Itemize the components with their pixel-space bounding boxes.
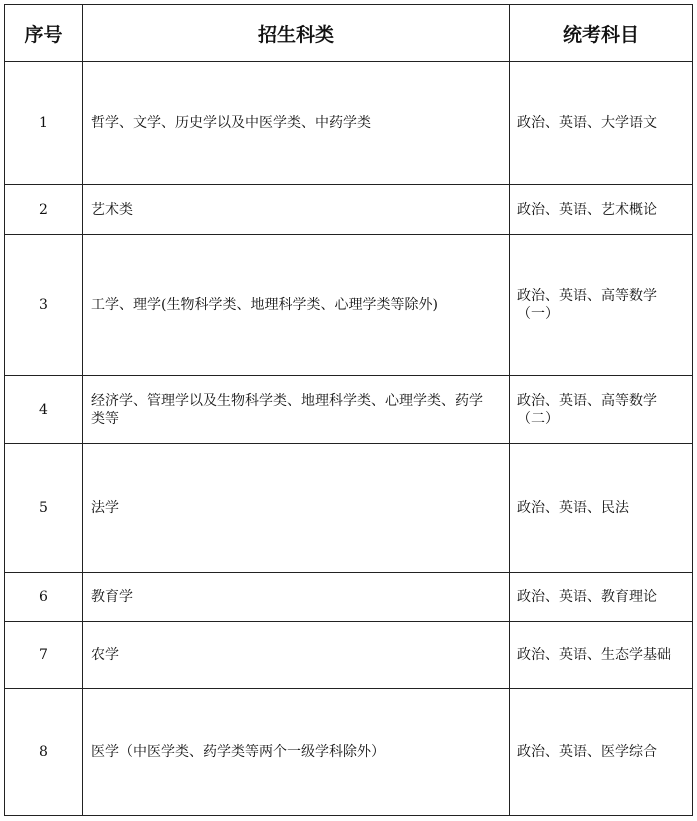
row-category: 医学（中医学类、药学类等两个一级学科除外） bbox=[83, 689, 510, 816]
table-row bbox=[5, 235, 693, 376]
row-category: 经济学、管理学以及生物科学类、地理科学类、心理学类、药学类等 bbox=[83, 376, 510, 444]
table-row bbox=[5, 185, 693, 235]
row-subjects: 政治、英语、大学语文 bbox=[510, 62, 693, 185]
header-index: 序号 bbox=[5, 5, 83, 62]
row-index: 7 bbox=[5, 622, 83, 689]
header-subjects: 统考科目 bbox=[510, 5, 693, 62]
row-category: 哲学、文学、历史学以及中医学类、中药学类 bbox=[83, 62, 510, 185]
row-index: 5 bbox=[5, 444, 83, 573]
row-category: 工学、理学(生物科学类、地理科学类、心理学类等除外) bbox=[83, 235, 510, 376]
row-subjects: 政治、英语、艺术概论 bbox=[510, 185, 693, 235]
header-category: 招生科类 bbox=[83, 5, 510, 62]
table-row bbox=[5, 622, 693, 689]
row-subjects: 政治、英语、生态学基础 bbox=[510, 622, 693, 689]
table-header bbox=[5, 5, 693, 62]
admission-subjects-table bbox=[4, 4, 693, 816]
row-subjects: 政治、英语、高等数学（一） bbox=[510, 235, 693, 376]
row-subjects: 政治、英语、高等数学（二） bbox=[510, 376, 693, 444]
table-row bbox=[5, 444, 693, 573]
table-row bbox=[5, 376, 693, 444]
row-category: 法学 bbox=[83, 444, 510, 573]
table-row bbox=[5, 573, 693, 622]
row-index: 3 bbox=[5, 235, 83, 376]
row-index: 1 bbox=[5, 62, 83, 185]
row-index: 4 bbox=[5, 376, 83, 444]
row-subjects: 政治、英语、教育理论 bbox=[510, 573, 693, 622]
row-category: 农学 bbox=[83, 622, 510, 689]
header-row bbox=[5, 5, 693, 62]
row-index: 6 bbox=[5, 573, 83, 622]
row-subjects: 政治、英语、医学综合 bbox=[510, 689, 693, 816]
row-category: 艺术类 bbox=[83, 185, 510, 235]
table-body bbox=[5, 62, 693, 816]
row-index: 8 bbox=[5, 689, 83, 816]
row-subjects: 政治、英语、民法 bbox=[510, 444, 693, 573]
table-row bbox=[5, 689, 693, 816]
row-category: 教育学 bbox=[83, 573, 510, 622]
table-row bbox=[5, 62, 693, 185]
row-index: 2 bbox=[5, 185, 83, 235]
